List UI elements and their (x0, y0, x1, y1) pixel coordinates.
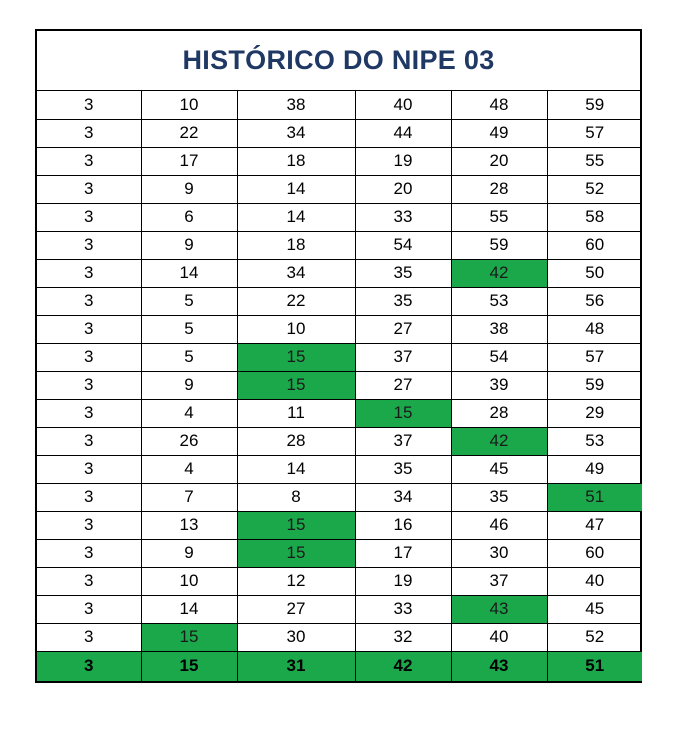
table-cell[interactable]: 53 (547, 427, 642, 455)
table-cell[interactable]: 3 (37, 175, 141, 203)
table-cell[interactable]: 37 (451, 567, 547, 595)
table-cell[interactable]: 54 (355, 231, 451, 259)
table-row (37, 343, 642, 371)
table-cell[interactable]: 3 (37, 595, 141, 623)
table-cell[interactable]: 20 (451, 147, 547, 175)
table-cell[interactable]: 3 (37, 343, 141, 371)
table-cell[interactable]: 3 (37, 119, 141, 147)
table-cell[interactable]: 48 (547, 315, 642, 343)
table-cell[interactable]: 8 (237, 483, 355, 511)
table-cell[interactable]: 19 (355, 567, 451, 595)
table-cell[interactable]: 26 (141, 427, 237, 455)
table-cell[interactable]: 46 (451, 511, 547, 539)
table-cell[interactable]: 10 (237, 315, 355, 343)
table-cell[interactable]: 27 (355, 371, 451, 399)
table-cell[interactable]: 40 (451, 623, 547, 651)
table-cell[interactable]: 52 (547, 623, 642, 651)
table-cell[interactable]: 3 (37, 567, 141, 595)
table-cell[interactable]: 38 (237, 91, 355, 119)
table-cell[interactable]: 48 (451, 91, 547, 119)
table-cell[interactable]: 30 (237, 623, 355, 651)
total-cell[interactable]: 31 (237, 651, 355, 681)
table-cell[interactable]: 27 (355, 315, 451, 343)
table-cell[interactable]: 38 (451, 315, 547, 343)
table-cell[interactable]: 34 (237, 119, 355, 147)
table-cell[interactable]: 13 (141, 511, 237, 539)
table-cell[interactable]: 9 (141, 231, 237, 259)
table-row (37, 91, 642, 119)
table-cell[interactable]: 15 (237, 343, 355, 371)
table-cell[interactable]: 5 (141, 287, 237, 315)
table-cell[interactable]: 44 (355, 119, 451, 147)
table-cell[interactable]: 18 (237, 147, 355, 175)
table-cell[interactable]: 22 (237, 287, 355, 315)
table-cell[interactable]: 5 (141, 343, 237, 371)
table-cell[interactable]: 34 (237, 259, 355, 287)
table-cell[interactable]: 53 (451, 287, 547, 315)
table-row (37, 511, 642, 539)
table-cell[interactable]: 54 (451, 343, 547, 371)
table-cell[interactable]: 42 (451, 427, 547, 455)
table-cell[interactable]: 3 (37, 259, 141, 287)
table-cell[interactable]: 28 (451, 399, 547, 427)
table-cell[interactable]: 19 (355, 147, 451, 175)
table-cell[interactable]: 3 (37, 203, 141, 231)
table-cell[interactable]: 49 (547, 455, 642, 483)
table-row (37, 455, 642, 483)
table-cell[interactable]: 11 (237, 399, 355, 427)
table-cell[interactable]: 59 (547, 91, 642, 119)
table-cell[interactable]: 9 (141, 539, 237, 567)
table-cell[interactable]: 4 (141, 399, 237, 427)
table-cell[interactable]: 14 (237, 175, 355, 203)
sheet-title: HISTÓRICO DO NIPE 03 (37, 31, 640, 91)
table-row (37, 119, 642, 147)
table-cell[interactable]: 35 (355, 259, 451, 287)
table-cell[interactable]: 60 (547, 539, 642, 567)
table-cell[interactable]: 14 (237, 203, 355, 231)
table-cell[interactable]: 29 (547, 399, 642, 427)
table-cell[interactable]: 3 (37, 91, 141, 119)
table-row (37, 259, 642, 287)
table-cell[interactable]: 15 (355, 399, 451, 427)
table-row (37, 203, 642, 231)
table-cell[interactable]: 3 (37, 147, 141, 175)
table-row (37, 427, 642, 455)
table-cell[interactable]: 6 (141, 203, 237, 231)
table-cell[interactable]: 3 (37, 315, 141, 343)
table-cell[interactable]: 10 (141, 567, 237, 595)
table-cell[interactable]: 47 (547, 511, 642, 539)
table-cell[interactable]: 50 (547, 259, 642, 287)
table-cell[interactable]: 18 (237, 231, 355, 259)
table-cell[interactable]: 28 (237, 427, 355, 455)
table-cell[interactable]: 3 (37, 511, 141, 539)
table-row (37, 371, 642, 399)
table-cell[interactable]: 45 (547, 595, 642, 623)
table-cell[interactable]: 14 (141, 595, 237, 623)
table-cell[interactable]: 59 (547, 371, 642, 399)
table-row (37, 231, 642, 259)
table-cell[interactable]: 37 (355, 343, 451, 371)
table-cell[interactable]: 15 (237, 371, 355, 399)
total-row (37, 651, 642, 681)
table-cell[interactable]: 35 (451, 483, 547, 511)
table-cell[interactable]: 52 (547, 175, 642, 203)
table-cell[interactable]: 22 (141, 119, 237, 147)
table-cell[interactable]: 32 (355, 623, 451, 651)
table-row (37, 623, 642, 651)
table-cell[interactable]: 5 (141, 315, 237, 343)
table-row (37, 483, 642, 511)
table-cell[interactable]: 16 (355, 511, 451, 539)
table-row (37, 315, 642, 343)
table-cell[interactable]: 37 (355, 427, 451, 455)
table-cell[interactable]: 3 (37, 483, 141, 511)
table-cell[interactable]: 14 (141, 259, 237, 287)
table-cell[interactable]: 33 (355, 203, 451, 231)
table-cell[interactable]: 55 (547, 147, 642, 175)
table-cell[interactable]: 3 (37, 231, 141, 259)
table-row (37, 567, 642, 595)
table-cell[interactable]: 28 (451, 175, 547, 203)
table-cell[interactable]: 57 (547, 343, 642, 371)
history-grid (37, 91, 642, 681)
total-cell[interactable]: 15 (141, 651, 237, 681)
table-cell[interactable]: 51 (547, 483, 642, 511)
grid-body (37, 91, 642, 681)
table-cell[interactable]: 45 (451, 455, 547, 483)
table-cell[interactable]: 60 (547, 231, 642, 259)
total-cell[interactable]: 42 (355, 651, 451, 681)
table-cell[interactable]: 39 (451, 371, 547, 399)
table-cell[interactable]: 49 (451, 119, 547, 147)
table-cell[interactable]: 3 (37, 539, 141, 567)
table-cell[interactable]: 35 (355, 287, 451, 315)
total-cell[interactable]: 3 (37, 651, 141, 681)
table-row (37, 147, 642, 175)
table-cell[interactable]: 3 (37, 623, 141, 651)
table-cell[interactable]: 15 (237, 511, 355, 539)
table-cell[interactable]: 35 (355, 455, 451, 483)
table-cell[interactable]: 3 (37, 455, 141, 483)
table-cell[interactable]: 34 (355, 483, 451, 511)
table-cell[interactable]: 42 (451, 259, 547, 287)
table-cell[interactable]: 3 (37, 371, 141, 399)
table-cell[interactable]: 20 (355, 175, 451, 203)
table-cell[interactable]: 14 (237, 455, 355, 483)
table-cell[interactable]: 3 (37, 287, 141, 315)
table-cell[interactable]: 57 (547, 119, 642, 147)
table-cell[interactable]: 3 (37, 427, 141, 455)
table-cell[interactable]: 59 (451, 231, 547, 259)
table-cell[interactable]: 17 (141, 147, 237, 175)
total-cell[interactable]: 43 (451, 651, 547, 681)
table-cell[interactable]: 43 (451, 595, 547, 623)
table-cell[interactable]: 4 (141, 455, 237, 483)
total-cell[interactable]: 51 (547, 651, 642, 681)
table-row (37, 175, 642, 203)
table-cell[interactable]: 30 (451, 539, 547, 567)
table-row (37, 287, 642, 315)
table-cell[interactable]: 12 (237, 567, 355, 595)
table-cell[interactable]: 33 (355, 595, 451, 623)
table-cell[interactable]: 3 (37, 399, 141, 427)
table-cell[interactable]: 40 (355, 91, 451, 119)
table-row (37, 399, 642, 427)
table-cell[interactable]: 56 (547, 287, 642, 315)
spreadsheet-table (35, 29, 642, 683)
table-cell[interactable]: 17 (355, 539, 451, 567)
table-cell[interactable]: 9 (141, 175, 237, 203)
table-cell[interactable]: 40 (547, 567, 642, 595)
table-cell[interactable]: 58 (547, 203, 642, 231)
table-cell[interactable]: 27 (237, 595, 355, 623)
table-row (37, 595, 642, 623)
table-cell[interactable]: 10 (141, 91, 237, 119)
table-cell[interactable]: 15 (237, 539, 355, 567)
table-cell[interactable]: 55 (451, 203, 547, 231)
table-cell[interactable]: 7 (141, 483, 237, 511)
table-row (37, 539, 642, 567)
table-cell[interactable]: 9 (141, 371, 237, 399)
table-cell[interactable]: 15 (141, 623, 237, 651)
